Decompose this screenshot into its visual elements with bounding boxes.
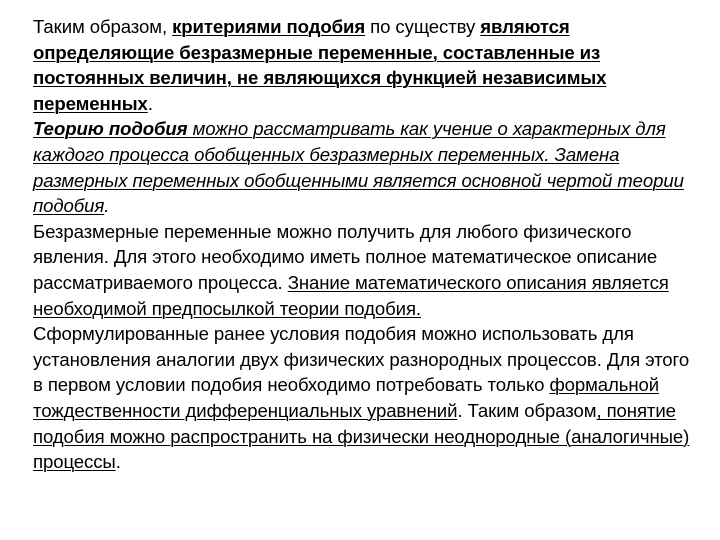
text-segment: по существу — [365, 16, 481, 37]
term-similarity-criteria: критериями подобия — [172, 16, 366, 37]
body-text — [33, 14, 693, 475]
text-segment: Таким образом, — [33, 16, 173, 37]
paragraph-criteria — [33, 14, 693, 116]
text-segment: . — [115, 451, 121, 473]
paragraph-description — [33, 219, 693, 321]
text-segment: . — [147, 92, 153, 114]
term-formal-identity: формальной тождественности дифференциальных уравнений — [33, 374, 660, 421]
text-segment: Безразмерные переменные можно получить для любого физического явления. Для этого необходимо иметь полное математическое описание рассматриваемого процесса. — [33, 220, 658, 293]
paragraph-theory — [33, 116, 693, 218]
statement-analogous-processes: , понятие подобия можно распространить на физически неоднородные (аналогичные) процессы — [33, 399, 690, 473]
text-segment: . — [104, 195, 110, 217]
text-segment: . Таким образом — [457, 399, 597, 421]
text-segment: Сформулированные ранее условия подобия можно использовать для установления аналогии двух физических разнородных процессов. Для этого в первом условии подобия необходимо потребовать только — [33, 323, 690, 396]
paragraph-analogy — [33, 321, 693, 475]
term-similarity-theory: Теорию подобия — [33, 118, 188, 140]
definition-dimensionless-variables: являются определяющие безразмерные переменные, составленные из постоянных величин, не являющихся функцией независимых переменных — [33, 16, 607, 114]
statement-mathematical-description: Знание математического описания является необходимой предпосылкой теории подобия. — [33, 271, 669, 319]
definition-theory: можно рассматривать как учение о характерных для каждого процесса обобщенных безразмерных переменных. Замена размерных переменных обобщенными является основной чертой теории подобия — [33, 118, 684, 217]
